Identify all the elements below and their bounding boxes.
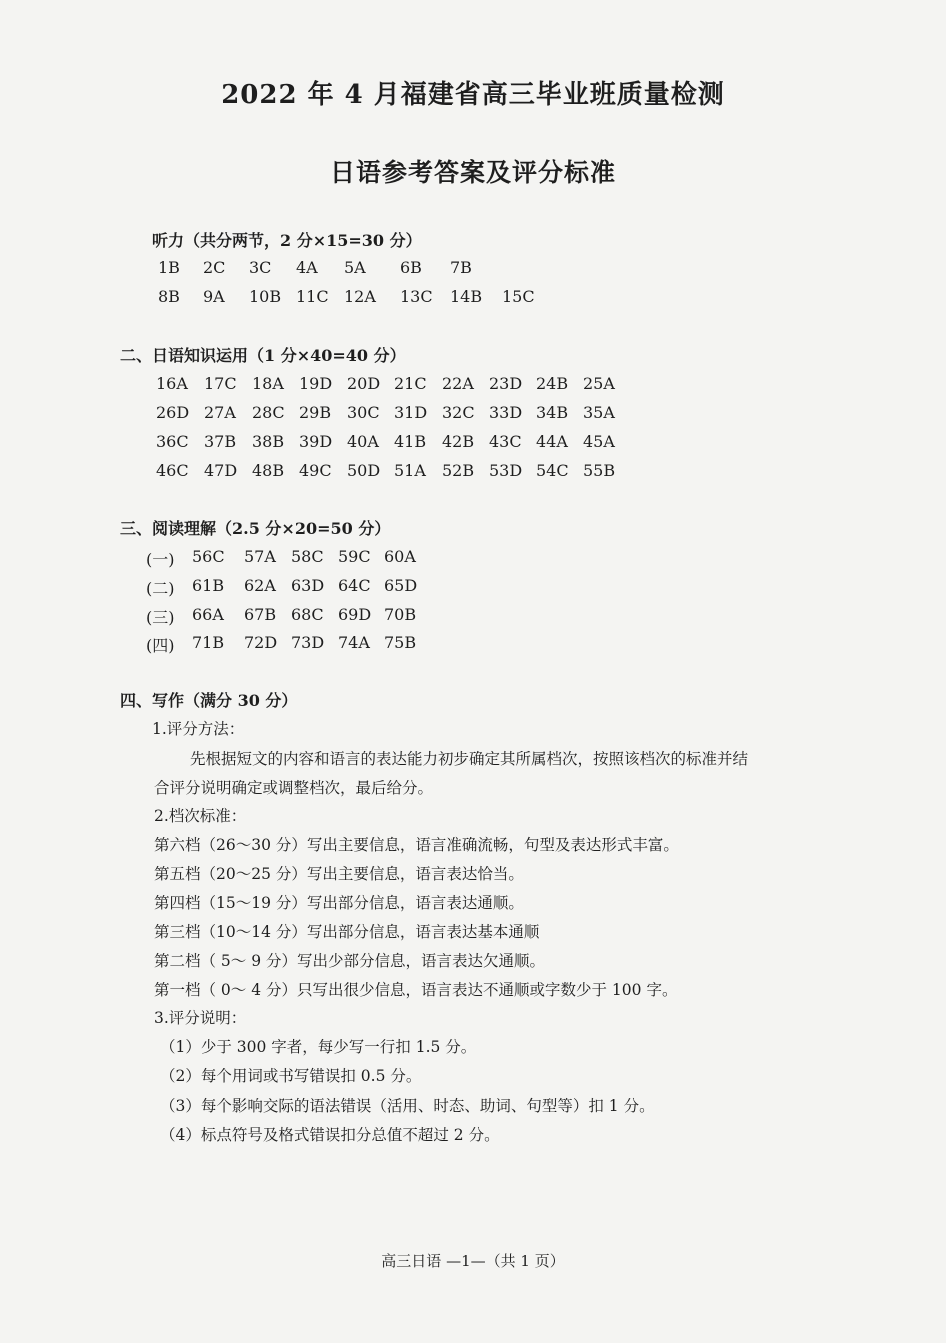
- answer-item: 69D: [338, 605, 372, 624]
- answer-item: 19D: [299, 374, 333, 393]
- reading-group-3: [146, 605, 446, 627]
- answer-item: 1B: [158, 258, 180, 277]
- answer-item: 37B: [204, 432, 237, 451]
- reading-group-4: [146, 633, 446, 655]
- method-text-line-2: 合评分说明确定或调整档次，最后给分。: [154, 779, 434, 797]
- answer-item: 4A: [296, 258, 318, 277]
- answer-item: 60A: [384, 547, 416, 566]
- answer-item: 42B: [442, 432, 475, 451]
- answer-item: 48B: [252, 461, 285, 480]
- answer-item: 45A: [583, 432, 615, 451]
- answer-item: 33D: [489, 403, 523, 422]
- answer-item: 72D: [244, 633, 278, 652]
- method-label: 1.评分方法：: [152, 720, 245, 738]
- answer-item: 46C: [156, 461, 189, 480]
- answer-item: 41B: [394, 432, 427, 451]
- answer-item: 58C: [291, 547, 324, 566]
- note-line: （1）少于 300 字者，每少写一行扣 1.5 分。: [160, 1038, 477, 1056]
- answer-item: 7B: [450, 258, 472, 277]
- document-subtitle: 日语参考答案及评分标准: [329, 158, 616, 187]
- level-line: 第五档（20～25 分）写出主要信息，语言表达恰当。: [154, 865, 524, 883]
- notes-label: 3.评分说明：: [154, 1009, 247, 1027]
- answer-item: 6B: [400, 258, 422, 277]
- writing-heading: 四、写作（满分 30 分）: [120, 691, 298, 710]
- answer-item: 24B: [536, 374, 569, 393]
- answer-item: 71B: [192, 633, 225, 652]
- answer-item: 30C: [347, 403, 380, 422]
- reading-heading: 三、阅读理解（2.5 分×20=50 分）: [120, 519, 391, 538]
- answer-item: 16A: [156, 374, 188, 393]
- reading-group-label: (四): [146, 636, 175, 655]
- page-footer: 高三日语 —1—（共 1 页）: [381, 1252, 565, 1270]
- note-line: （3）每个影响交际的语法错误（活用、时态、助词、句型等）扣 1 分。: [160, 1097, 655, 1115]
- answer-item: 44A: [536, 432, 568, 451]
- answer-item: 54C: [536, 461, 569, 480]
- answer-item: 15C: [502, 287, 535, 306]
- answer-item: 14B: [450, 287, 483, 306]
- answer-item: 67B: [244, 605, 277, 624]
- answer-item: 55B: [583, 461, 616, 480]
- answer-item: 47D: [204, 461, 238, 480]
- knowledge-heading: 二、日语知识运用（1 分×40=40 分）: [120, 346, 406, 365]
- answer-item: 28C: [252, 403, 285, 422]
- answer-item: 31D: [394, 403, 428, 422]
- answer-item: 53D: [489, 461, 523, 480]
- method-text-line-1: 先根据短文的内容和语言的表达能力初步确定其所属档次，按照该档次的标准并结: [190, 750, 749, 768]
- answer-item: 49C: [299, 461, 332, 480]
- knowledge-row-4: [156, 461, 636, 483]
- level-line: 第四档（15～19 分）写出部分信息，语言表达通顺。: [154, 894, 524, 912]
- answer-item: 25A: [583, 374, 615, 393]
- answer-item: 73D: [291, 633, 325, 652]
- level-line: 第三档（10～14 分）写出部分信息，语言表达基本通顺: [154, 923, 540, 941]
- answer-item: 9A: [203, 287, 225, 306]
- answer-item: 75B: [384, 633, 417, 652]
- answer-item: 56C: [192, 547, 225, 566]
- answer-item: 38B: [252, 432, 285, 451]
- reading-group-1: [146, 547, 446, 569]
- reading-group-label: (三): [146, 608, 175, 627]
- answer-item: 36C: [156, 432, 189, 451]
- answer-item: 22A: [442, 374, 474, 393]
- answer-item: 2C: [203, 258, 226, 277]
- listening-row-2: [158, 287, 718, 309]
- listening-heading: 听力（共分两节，2 分×15=30 分）: [152, 231, 422, 250]
- answer-item: 62A: [244, 576, 276, 595]
- answer-item: 64C: [338, 576, 371, 595]
- answer-item: 66A: [192, 605, 224, 624]
- answer-item: 13C: [400, 287, 433, 306]
- knowledge-row-1: [156, 374, 636, 396]
- answer-item: 65D: [384, 576, 418, 595]
- level-line: 第一档（ 0～ 4 分）只写出很少信息，语言表达不通顺或字数少于 100 字。: [154, 981, 678, 999]
- reading-group-label: (二): [146, 579, 175, 598]
- answer-item: 12A: [344, 287, 376, 306]
- answer-item: 59C: [338, 547, 371, 566]
- answer-item: 26D: [156, 403, 190, 422]
- answer-item: 43C: [489, 432, 522, 451]
- document-title: 2022 年 4 月福建省高三毕业班质量检测: [221, 80, 725, 110]
- answer-item: 20D: [347, 374, 381, 393]
- answer-item: 5A: [344, 258, 366, 277]
- answer-item: 39D: [299, 432, 333, 451]
- answer-item: 68C: [291, 605, 324, 624]
- answer-item: 51A: [394, 461, 426, 480]
- note-line: （2）每个用词或书写错误扣 0.5 分。: [160, 1067, 422, 1085]
- answer-item: 52B: [442, 461, 475, 480]
- reading-group-2: [146, 576, 446, 598]
- knowledge-row-2: [156, 403, 636, 425]
- answer-item: 23D: [489, 374, 523, 393]
- answer-item: 27A: [204, 403, 236, 422]
- answer-item: 40A: [347, 432, 379, 451]
- answer-item: 34B: [536, 403, 569, 422]
- answer-item: 29B: [299, 403, 332, 422]
- answer-item: 50D: [347, 461, 381, 480]
- answer-item: 35A: [583, 403, 615, 422]
- answer-item: 10B: [249, 287, 282, 306]
- answer-item: 63D: [291, 576, 325, 595]
- note-line: （4）标点符号及格式错误扣分总值不超过 2 分。: [160, 1126, 500, 1144]
- answer-item: 11C: [296, 287, 329, 306]
- reading-group-label: (一): [146, 550, 175, 569]
- answer-item: 32C: [442, 403, 475, 422]
- levels-label: 2.档次标准：: [154, 807, 247, 825]
- answer-item: 3C: [249, 258, 272, 277]
- answer-item: 74A: [338, 633, 370, 652]
- answer-item: 61B: [192, 576, 225, 595]
- listening-row-1: [158, 258, 718, 280]
- answer-item: 21C: [394, 374, 427, 393]
- answer-item: 18A: [252, 374, 284, 393]
- level-line: 第二档（ 5～ 9 分）写出少部分信息，语言表达欠通顺。: [154, 952, 546, 970]
- knowledge-row-3: [156, 432, 636, 454]
- answer-item: 17C: [204, 374, 237, 393]
- answer-item: 8B: [158, 287, 180, 306]
- level-line: 第六档（26～30 分）写出主要信息，语言准确流畅，句型及表达形式丰富。: [154, 836, 679, 854]
- answer-item: 70B: [384, 605, 417, 624]
- answer-item: 57A: [244, 547, 276, 566]
